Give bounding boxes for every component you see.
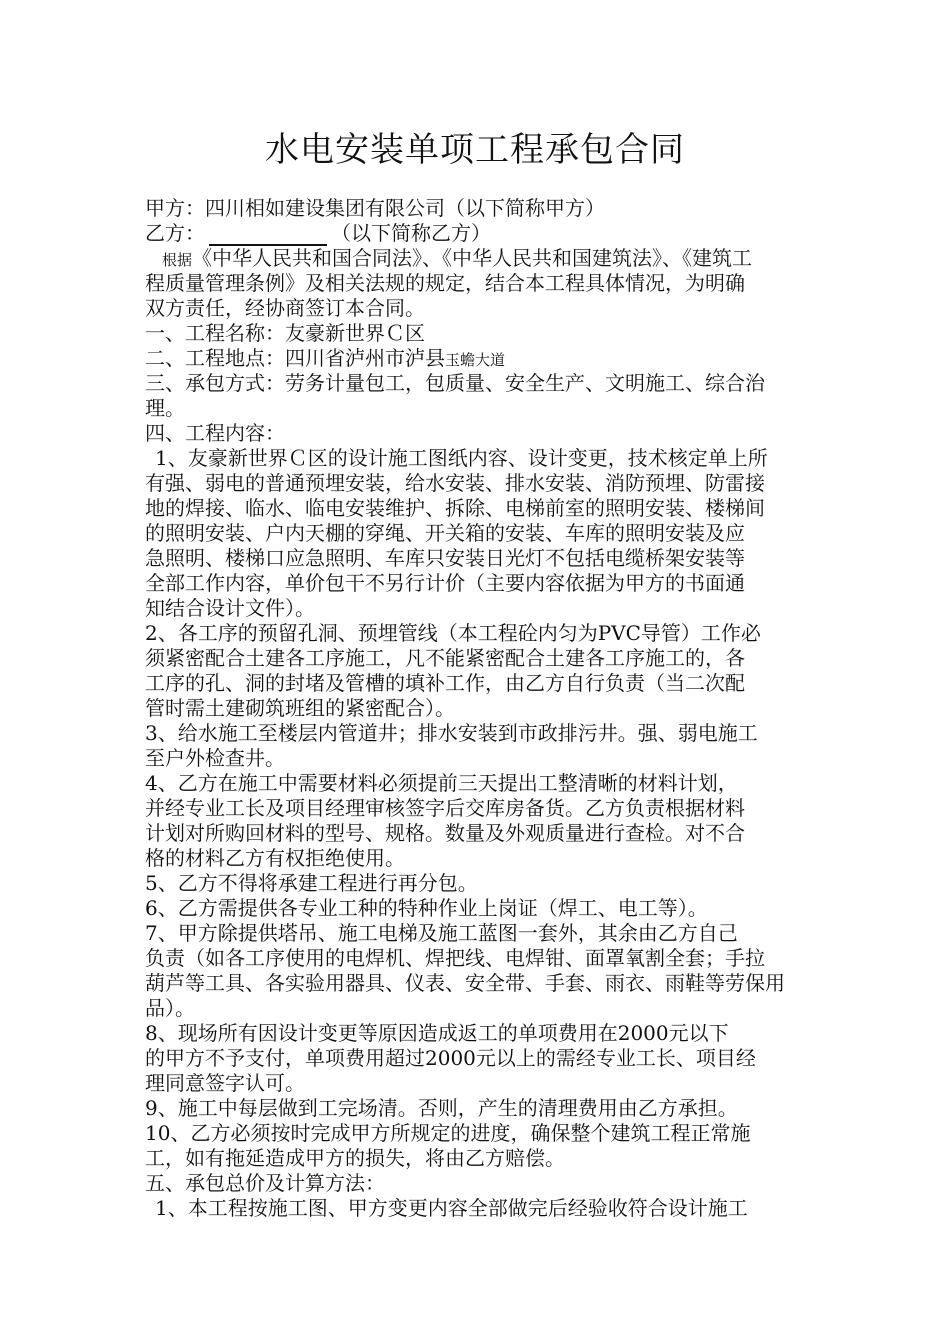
- item-6: 6、乙方需提供各专业工种的特种作业上岗证（焊工、电工等）。: [145, 896, 708, 920]
- item-1-line-1: 1、友豪新世界Ｃ区的设计施工图纸内容、设计变更，技术核定单上所: [155, 446, 768, 470]
- item-4-line-3: 计划对所购回材料的型号、规格。数量及外观质量进行查检。对不合: [145, 821, 745, 845]
- basis-line-1-text: 《中华人民共和国合同法》、《中华人民共和国建筑法》、《建筑工: [192, 246, 753, 270]
- item-7-line-1: 7、甲方除提供塔吊、施工电梯及施工蓝图一套外，其余由乙方自己: [145, 921, 738, 945]
- item-1-line-6: 全部工作内容，单价包干不另行计价（主要内容依据为甲方的书面通: [145, 571, 745, 595]
- item-8-line-1: 8、现场所有因设计变更等原因造成返工的单项费用在2000元以下: [145, 1021, 729, 1045]
- item-3-line-1: 3、给水施工至楼层内管道井；排水安装到市政排污井。强、弱电施工: [145, 721, 758, 745]
- basis-prefix: 根据: [162, 251, 193, 269]
- item-7-line-2: 负责（如各工序使用的电焊机、焊把线、电焊钳、面罩氧割全套；手拉: [145, 946, 765, 970]
- item-4-line-4: 格的材料乙方有权拒绝使用。: [145, 846, 405, 870]
- item-7-line-3: 葫芦等工具、各实验用器具、仪表、安全带、手套、雨衣、雨鞋等劳保用: [145, 971, 785, 995]
- item-3-line-2: 至户外检查井。: [145, 746, 285, 770]
- contract-title: 水电安装单项工程承包合同: [265, 130, 685, 170]
- section-3-line-1: 三、承包方式：劳务计量包工，包质量、安全生产、文明施工、综合治: [145, 371, 765, 395]
- item-1-line-7: 知结合设计文件）。: [145, 596, 315, 620]
- item-2-line-3: 工序的孔、洞的封堵及管槽的填补工作，由乙方自行负责（当二次配: [145, 671, 745, 695]
- party-b-blank: [209, 225, 327, 246]
- item-4-line-2: 并经专业工长及项目经理审核签字后交库房备货。乙方负责根据材料: [145, 796, 745, 820]
- section-1: 一、工程名称：友豪新世界Ｃ区: [145, 321, 425, 345]
- item-4-line-1: 4、乙方在施工中需要材料必须提前三天提出工整清晰的材料计划，: [145, 771, 738, 795]
- item-7-line-4: 品）。: [145, 996, 195, 1020]
- section-5: 五、承包总价及计算方法：: [145, 1171, 385, 1195]
- item-1-line-5: 急照明、楼梯口应急照明、车库只安装日光灯不包括电缆桥架安装等: [145, 546, 745, 570]
- contract-body: [145, 196, 810, 1221]
- item-8-line-2: 的甲方不予支付，单项费用超过2000元以上的需经专业工长、项目经: [145, 1046, 756, 1070]
- basis-line-1: [145, 246, 810, 271]
- party-b-line: [145, 221, 810, 246]
- item-2-line-1: 2、各工序的预留孔洞、预埋管线（本工程砼内匀为PVC导管）工作必: [145, 621, 761, 645]
- party-b-suffix: （以下简称乙方）: [331, 221, 491, 245]
- item-8-line-3: 理同意签字认可。: [145, 1071, 305, 1095]
- section-3-line-2: 理。: [145, 396, 185, 420]
- party-a-line: 甲方：四川相如建设集团有限公司（以下简称甲方）: [145, 196, 605, 220]
- item-1-line-3: 地的焊接、临水、临电安装维护、拆除、电梯前室的照明安装、楼梯间: [145, 496, 765, 520]
- section-2-text: 二、工程地点：四川省泸州市泸县: [145, 346, 445, 370]
- item-1-line-4: 的照明安装、户内天棚的穿绳、开关箱的安装、车库的照明安装及应: [145, 521, 745, 545]
- party-b-label: 乙方：: [145, 221, 205, 245]
- item-10-line-2: 工，如有拖延造成甲方的损失，将由乙方赔偿。: [145, 1146, 565, 1170]
- item-9: 9、施工中每层做到工完场清。否则，产生的清理费用由乙方承担。: [145, 1096, 738, 1120]
- item-2-line-2: 须紧密配合土建各工序施工，凡不能紧密配合土建各工序施工的，各: [145, 646, 745, 670]
- section-4: 四、工程内容：: [145, 421, 285, 445]
- item-2-line-4: 管时需土建砌筑班组的紧密配合）。: [145, 696, 455, 720]
- section-2: [145, 346, 810, 371]
- price-item-1-line-1: 1、本工程按施工图、甲方变更内容全部做完后经验收符合设计施工: [155, 1196, 748, 1220]
- basis-line-2: 程质量管理条例》及相关法规的规定，结合本工程具体情况，为明确: [145, 271, 745, 295]
- section-2-road: 玉蟾大道: [445, 351, 506, 369]
- item-1-line-2: 有强、弱电的普通预埋安装，给水安装、排水安装、消防预埋、防雷接: [145, 471, 765, 495]
- basis-line-3: 双方责任，经协商签订本合同。: [145, 296, 425, 320]
- item-10-line-1: 10、乙方必须按时完成甲方所规定的进度，确保整个建筑工程正常施: [145, 1121, 751, 1145]
- item-5: 5、乙方不得将承建工程进行再分包。: [145, 871, 478, 895]
